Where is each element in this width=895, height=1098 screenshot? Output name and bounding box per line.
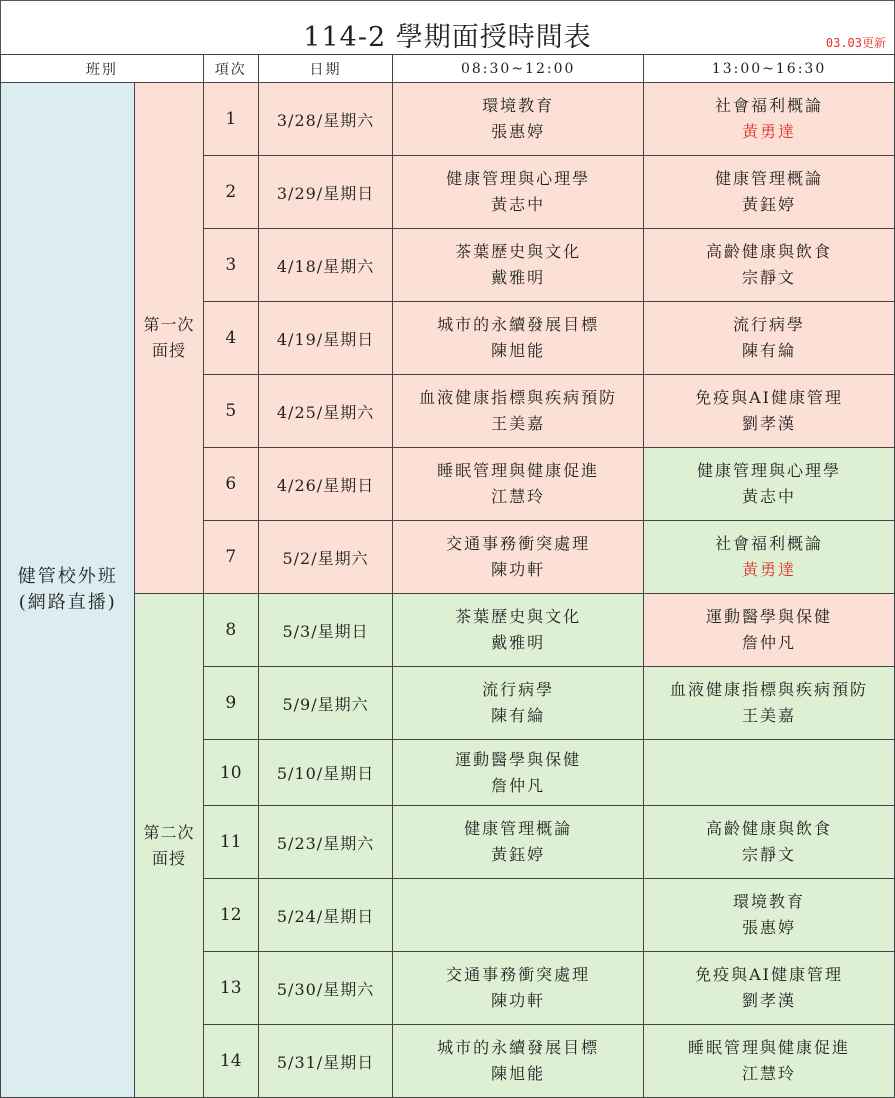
course-name: 健康管理與心理學 <box>697 461 842 480</box>
teacher-name: 宗靜文 <box>742 268 797 287</box>
teacher-name: 黃志中 <box>491 195 546 214</box>
course-name: 睡眠管理與健康促進 <box>688 1038 851 1057</box>
course-name: 睡眠管理與健康促進 <box>437 461 600 480</box>
title-row <box>0 0 895 55</box>
date-cell: 5/23/星期六 <box>258 806 392 879</box>
morning-session <box>393 156 644 229</box>
item-number: 2 <box>203 156 258 229</box>
round-label-line2: 面授 <box>152 341 187 360</box>
item-number: 10 <box>203 740 258 806</box>
table-row <box>1 83 895 156</box>
teacher-name: 戴雅明 <box>491 268 546 287</box>
afternoon-session <box>644 83 895 156</box>
class-name-line1: 健管校外班 <box>17 566 118 587</box>
course-name: 高齡健康與飲食 <box>706 242 833 261</box>
header-row <box>1 55 895 83</box>
course-name: 城市的永續發展目標 <box>437 315 600 334</box>
date-cell: 5/31/星期日 <box>258 1025 392 1098</box>
course-name: 免疫與AI健康管理 <box>695 388 843 407</box>
course-name: 城市的永續發展目標 <box>437 1038 600 1057</box>
morning-session <box>393 375 644 448</box>
header-date: 日期 <box>258 55 392 83</box>
course-name: 茶葉歷史與文化 <box>455 607 582 626</box>
date-cell: 5/30/星期六 <box>258 952 392 1025</box>
teacher-name: 江慧玲 <box>491 487 546 506</box>
item-number: 8 <box>203 594 258 667</box>
course-name: 運動醫學與保健 <box>455 749 582 769</box>
course-name: 健康管理與心理學 <box>446 169 591 188</box>
teacher-name: 詹仲凡 <box>742 633 797 652</box>
item-number: 3 <box>203 229 258 302</box>
teacher-name: 陳功軒 <box>491 991 546 1010</box>
date-cell: 4/19/星期日 <box>258 302 392 375</box>
morning-session <box>393 594 644 667</box>
morning-session <box>393 302 644 375</box>
date-cell: 3/28/星期六 <box>258 83 392 156</box>
afternoon-session <box>644 952 895 1025</box>
table-row <box>1 594 895 667</box>
teacher-name: 張惠婷 <box>491 122 546 141</box>
teacher-name: 劉孝漢 <box>742 414 797 433</box>
item-number: 14 <box>203 1025 258 1098</box>
morning-session <box>393 448 644 521</box>
course-name: 環境教育 <box>733 892 806 911</box>
course-name: 血液健康指標與疾病預防 <box>419 388 618 407</box>
header-morning: 08:30~12:00 <box>393 55 644 83</box>
item-number: 7 <box>203 521 258 594</box>
course-name: 血液健康指標與疾病預防 <box>670 680 869 699</box>
date-cell: 4/25/星期六 <box>258 375 392 448</box>
header-item: 項次 <box>203 55 258 83</box>
round-second-cell <box>135 594 203 1098</box>
header-afternoon: 13:00~16:30 <box>644 55 895 83</box>
teacher-name: 黃志中 <box>742 487 797 506</box>
course-name: 交通事務衝突處理 <box>446 965 591 984</box>
round-label-line2: 面授 <box>152 848 187 868</box>
course-name: 高齡健康與飲食 <box>706 819 833 838</box>
class-name-cell <box>1 83 135 1098</box>
date-cell: 4/26/星期日 <box>258 448 392 521</box>
course-name: 交通事務衝突處理 <box>446 534 591 553</box>
morning-session <box>393 229 644 302</box>
schedule-table <box>0 54 895 1098</box>
teacher-name: 黃鈺婷 <box>491 845 546 864</box>
course-name: 環境教育 <box>482 96 555 115</box>
teacher-name: 王美嘉 <box>742 706 797 725</box>
course-name: 免疫與AI健康管理 <box>695 965 843 984</box>
date-cell: 5/24/星期日 <box>258 879 392 952</box>
afternoon-session <box>644 156 895 229</box>
morning-session <box>393 1025 644 1098</box>
teacher-name: 黃鈺婷 <box>742 195 797 214</box>
teacher-name: 黃勇達 <box>742 122 797 141</box>
afternoon-session <box>644 879 895 952</box>
course-name: 運動醫學與保健 <box>706 607 833 626</box>
course-name: 流行病學 <box>482 680 555 699</box>
item-number: 4 <box>203 302 258 375</box>
course-name: 流行病學 <box>733 315 806 334</box>
teacher-name: 詹仲凡 <box>491 775 546 795</box>
morning-session <box>393 952 644 1025</box>
round-label-line1: 第二次 <box>143 822 195 842</box>
teacher-name: 宗靜文 <box>742 845 797 864</box>
date-cell: 5/2/星期六 <box>258 521 392 594</box>
teacher-name: 陳功軒 <box>491 560 546 579</box>
afternoon-session <box>644 740 895 806</box>
afternoon-session <box>644 448 895 521</box>
teacher-name: 王美嘉 <box>491 414 546 433</box>
course-name: 社會福利概論 <box>715 534 824 553</box>
morning-session <box>393 667 644 740</box>
afternoon-session <box>644 594 895 667</box>
item-number: 5 <box>203 375 258 448</box>
afternoon-session <box>644 667 895 740</box>
round-first-cell <box>135 83 203 594</box>
teacher-name: 陳旭能 <box>491 341 546 360</box>
course-name: 健康管理概論 <box>715 169 824 188</box>
teacher-name: 黃勇達 <box>742 560 797 579</box>
class-name-line2: (網路直播) <box>18 592 117 613</box>
morning-session <box>393 806 644 879</box>
item-number: 6 <box>203 448 258 521</box>
teacher-name: 戴雅明 <box>491 633 546 652</box>
morning-session <box>393 740 644 806</box>
teacher-name: 陳旭能 <box>491 1064 546 1083</box>
teacher-name: 劉孝漢 <box>742 991 797 1010</box>
item-number: 1 <box>203 83 258 156</box>
teacher-name: 江慧玲 <box>742 1064 797 1083</box>
morning-session <box>393 879 644 952</box>
morning-session <box>393 521 644 594</box>
teacher-name: 陳有綸 <box>491 706 546 725</box>
morning-session <box>393 83 644 156</box>
course-name: 健康管理概論 <box>464 819 573 838</box>
date-cell: 5/10/星期日 <box>258 740 392 806</box>
item-number: 9 <box>203 667 258 740</box>
date-cell: 4/18/星期六 <box>258 229 392 302</box>
header-class: 班別 <box>1 55 204 83</box>
update-note: 03.03更新 <box>825 36 886 50</box>
afternoon-session <box>644 1025 895 1098</box>
teacher-name: 陳有綸 <box>742 341 797 360</box>
date-cell: 5/3/星期日 <box>258 594 392 667</box>
date-cell: 5/9/星期六 <box>258 667 392 740</box>
afternoon-session <box>644 302 895 375</box>
teacher-name: 張惠婷 <box>742 918 797 937</box>
item-number: 11 <box>203 806 258 879</box>
afternoon-session <box>644 521 895 594</box>
item-number: 12 <box>203 879 258 952</box>
course-name: 社會福利概論 <box>715 96 824 115</box>
date-cell: 3/29/星期日 <box>258 156 392 229</box>
item-number: 13 <box>203 952 258 1025</box>
round-label-line1: 第一次 <box>143 315 195 334</box>
afternoon-session <box>644 229 895 302</box>
page-title: 114-2 學期面授時間表 <box>303 22 592 53</box>
course-name: 茶葉歷史與文化 <box>455 242 582 261</box>
afternoon-session <box>644 806 895 879</box>
afternoon-session <box>644 375 895 448</box>
